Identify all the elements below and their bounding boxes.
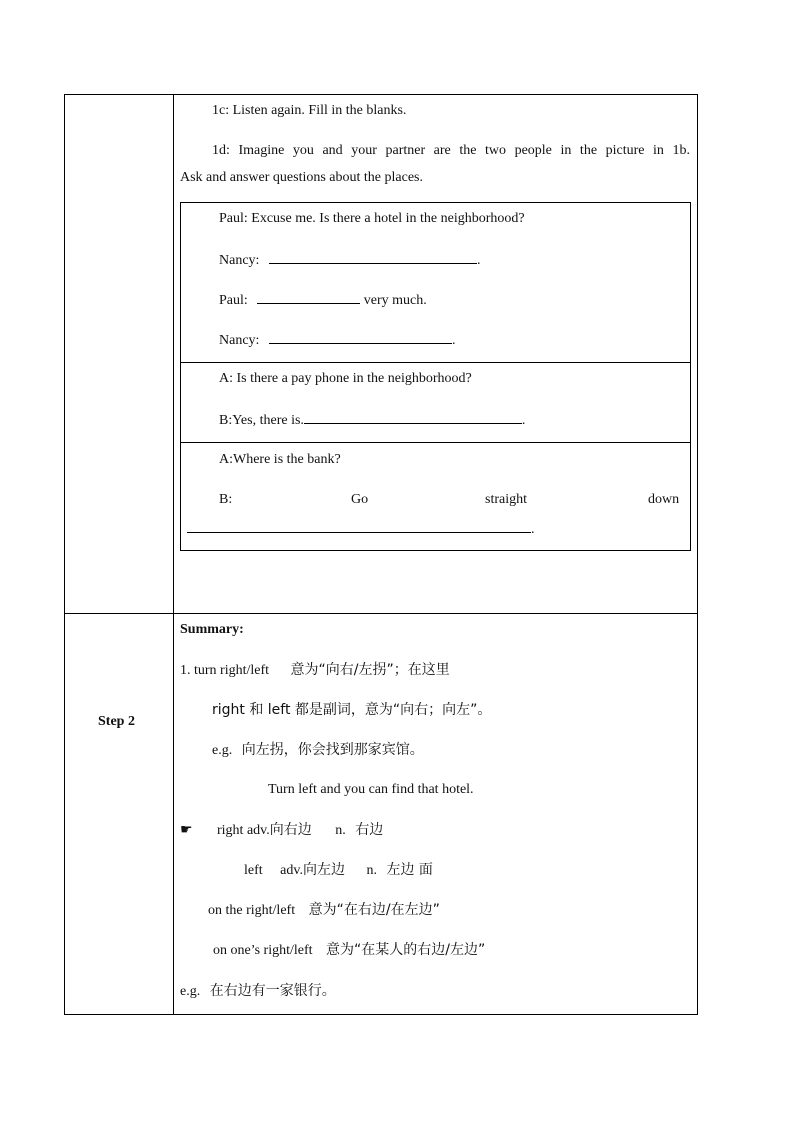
vocab-left-n: n. <box>366 863 377 878</box>
dialog1-line3-tail: very much. <box>363 293 427 308</box>
instruction-1d-line1: 1d: Imagine you and your partner are the two people in the picture in 1b. <box>212 143 690 158</box>
dialog1-line1: Paul: Excuse me. Is there a hotel in the neighborhood? <box>219 211 525 226</box>
eg-label: e.g. <box>212 743 233 758</box>
table-column-divider <box>173 94 174 1015</box>
vocab-right-n-zh: 右边 <box>355 822 384 838</box>
summary-item1-note: right 和 left 都是副词，意为“向右；向左”。 <box>212 702 492 718</box>
speaker-nancy: Nancy: <box>219 333 260 348</box>
eg-label: e.g. <box>180 984 201 999</box>
phrase-on-ones-right <box>213 941 485 960</box>
example1 <box>212 741 424 760</box>
table-right-border <box>697 94 698 1015</box>
vocab-right-adv-zh: 向右边 <box>269 822 312 838</box>
table-row-divider <box>64 613 698 614</box>
dialog3-line3: . <box>187 519 535 539</box>
dialog3-line1: A:Where is the bank? <box>219 452 341 467</box>
table-bottom-border <box>64 1014 698 1015</box>
phrase-on-the-right <box>208 901 440 920</box>
example2 <box>180 982 336 1001</box>
phrase-turn: 1. turn right/left <box>180 663 270 678</box>
answer-blank[interactable] <box>269 330 452 344</box>
speaker-nancy: Nancy: <box>219 253 260 268</box>
dialog-divider-1 <box>180 362 691 363</box>
pointing-hand-icon: ☛ <box>180 822 193 838</box>
vocab-left-n-zh: 左边 面 <box>386 862 433 878</box>
phrase-meaning: 意为“向右/左拐”；在这里 <box>290 662 450 678</box>
answer-blank[interactable] <box>257 290 360 304</box>
dialog-divider-2 <box>180 442 691 443</box>
vocab-left-adv-zh: 向左边 <box>302 862 345 878</box>
table-top-border <box>64 94 698 95</box>
vocab-left-adv: adv. <box>280 863 303 878</box>
answer-blank[interactable] <box>187 519 531 533</box>
phrase-on-the-right-zh: 意为“在右边/在左边” <box>308 902 440 918</box>
answer-blank[interactable] <box>269 250 477 264</box>
example2-zh: 在右边有一家银行。 <box>209 983 336 999</box>
vocab-right-pos: right adv. <box>217 823 270 838</box>
dialog2-line1: A: Is there a pay phone in the neighborhood? <box>219 371 472 386</box>
vocab-right-n: n. <box>335 823 346 838</box>
dialog2-answer-prefix: B:Yes, there is. <box>219 413 304 428</box>
speaker-paul: Paul: <box>219 293 248 308</box>
dialog1-line4: Nancy: . <box>219 330 455 350</box>
dialog3-straight: straight <box>485 492 527 507</box>
phrase-on-ones-right-zh: 意为“在某人的右边/左边” <box>326 942 486 958</box>
phrase-on-ones-right-en: on one’s right/left <box>213 943 313 958</box>
summary-heading: Summary: <box>180 622 244 637</box>
vocab-right <box>217 821 383 840</box>
dialog1-line2: Nancy: . <box>219 250 480 270</box>
phrase-on-the-right-en: on the right/left <box>208 903 296 918</box>
example1-zh: 向左拐，你会找到那家宾馆。 <box>241 742 424 758</box>
answer-blank[interactable] <box>304 410 522 424</box>
dialog3-down: down <box>648 492 680 507</box>
step-label: Step 2 <box>98 714 135 729</box>
dialog1-line3 <box>219 290 427 310</box>
dialog2-line2: B:Yes, there is. . <box>219 410 525 430</box>
vocab-left-word: left <box>244 863 263 878</box>
vocab-left <box>244 861 433 880</box>
instruction-1c: 1c: Listen again. Fill in the blanks. <box>212 103 407 118</box>
table-left-border <box>64 94 65 1015</box>
instruction-1d-line2: Ask and answer questions about the places. <box>180 170 423 185</box>
example1-en: Turn left and you can find that hotel. <box>268 782 474 797</box>
summary-item1 <box>180 661 450 680</box>
dialog3-b: B: <box>219 492 233 507</box>
dialog3-go: Go <box>351 492 369 507</box>
